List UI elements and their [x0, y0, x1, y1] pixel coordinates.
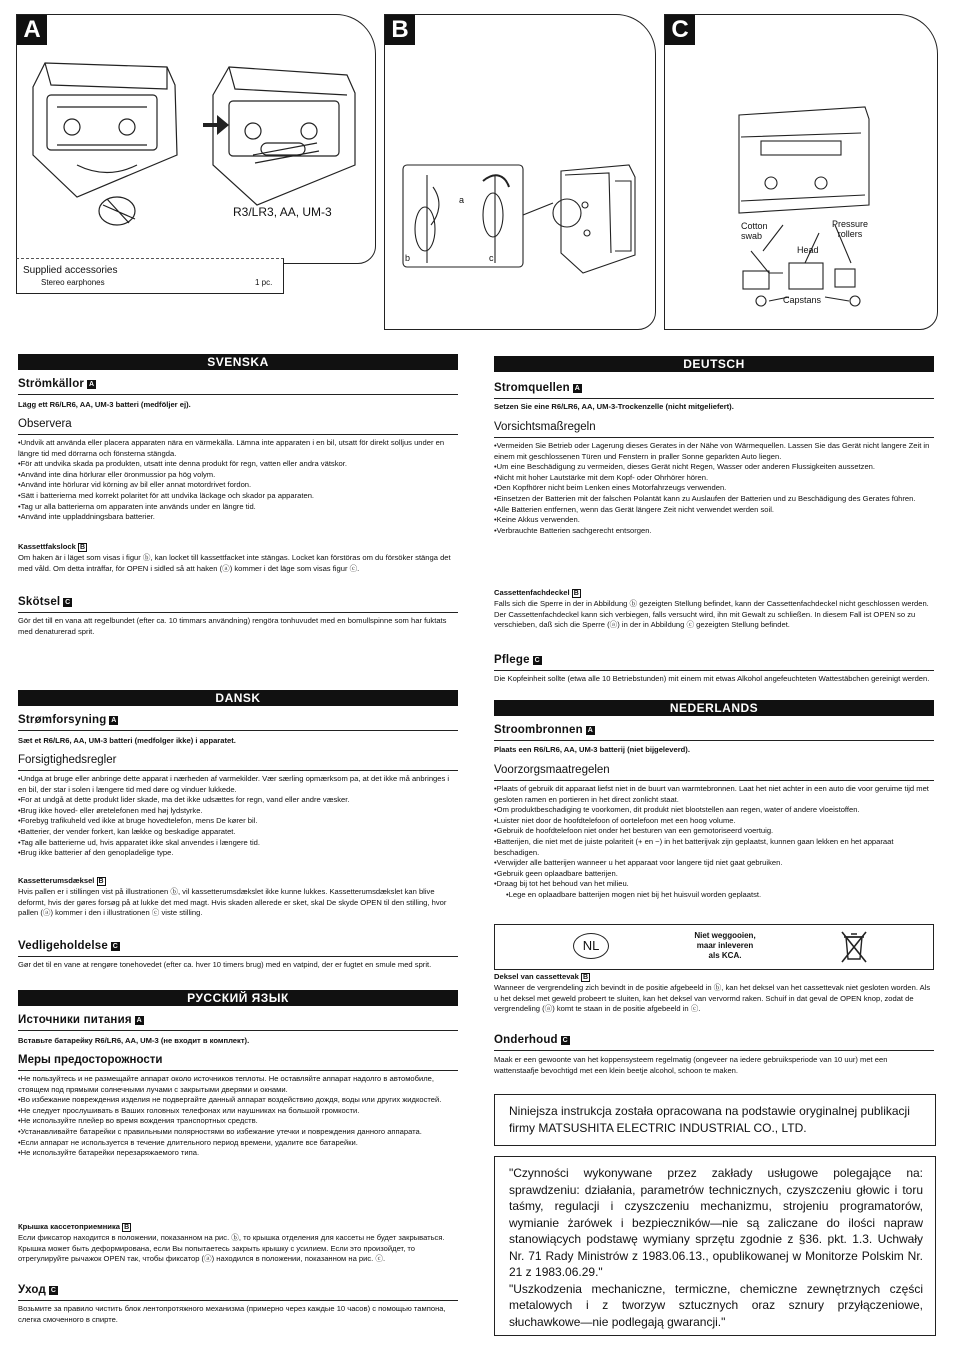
accessories-qty: 1 pc. — [255, 278, 273, 287]
accessories-item: Stereo earphones — [41, 278, 105, 287]
deutsch-power-text: Setzen Sie eine R6/LR6, AA, UM-3-Trockenzelle (nicht mitgeliefert). — [494, 402, 734, 411]
russian-caution-list: •Не пользуйтесь и не размещайте аппарат около источников теплоты. Не оставляйте аппарат надолго в автомобиле, стоящем под прямыми солнечными лучами с закрытыми дверями и окнами. •Во избежание повреждения изделия не подвергайте данный аппарат воздействию дождя, воды или других жидкостей. •Не следует прослушивать в Ваших головных телефонах или наушниках на большой громкости. •Не используйте плейер во время вождения транспортных средств. •Устанавливайте батарейки с правильными полярностями во избежание утечки и повреждения данного аппарата. •Если аппарат не используется в течение длительного период времени, удалите все батарейки. •Не используйте батарейки перезаряжаемого типа. — [18, 1074, 442, 1158]
nederlands-power-title: Stroombronnen A — [494, 724, 593, 736]
svenska-lock-text: Om haken är i läget som visas i figur ⓑ, kan locket till kassettfacket inte stängas. Locket kan förstöras om du försöker stänga det med våld. Om detta inträffar, för OPEN i sidled så att haken (ⓐ) kommer i det läge som visas figur ⓒ. — [18, 553, 451, 573]
russian-lock-text: Если фиксатор находится в положении, показанном на рис. ⓑ, то крышка отделения для кассеты не будет закрываться. Крышка может быть деформирована, если Вы попытаетесь закрыть крышку с усилием. Если это произойдет, то отрегулируйте рычажок OPEN так, чтобы фиксатор (ⓐ) находился в положении, показанном на рис. ⓒ. — [18, 1233, 445, 1264]
dansk-care-text: Gør det til en vane at rengøre tonehovedet (efter ca. hver 10 timers brug) med en vatpind, der er fugtet en smule med sprit. — [18, 960, 432, 969]
figure-panel-b — [384, 14, 656, 330]
polish-warranty-box — [494, 1156, 936, 1336]
deutsch-lock-text: Falls sich die Sperre in der in Abbildung ⓑ gezeigten Stellung befindet, kann der Cassettenfachdeckel nicht geschlossen werden. Der Cassettenfachdeckel kann sich verbiegen, falls versucht wird, ihn mit Gewalt zu schließen. In diesem Fall ist OPEN so zu verschieben, daß sich die Sperre (ⓐ) in der in Abbildung ⓒ gezeigten Stellung befindet. — [494, 599, 929, 630]
deutsch-power-title: Stromquellen A — [494, 382, 581, 394]
polish-warranty-text: "Czynności wykonywane przez zakłady usługowe polegające na: sprawdzeniu: działania, parametrów technicznych, czyszczeniu głowic i toru taśmy, regulacji i czyszczeniu mechanizmu, strojeniu programatorów, wymianie żarówek i bezpieczników—nie są zaliczane do ilości napraw stanowiących podstawę wymiany sprzętu zgodnie z §36. pkt. 1.3. Uchwały Nr. 71 Rady Ministrów z 1983.06.13., opublikowanej w Monitorze Polskim Nr. 21 z 1983.06.29." "Uszkodzenia mechaniczne, termiczne, chemiczne zewnętrznych części metalowych i z tworzyw sztucznych oraz sznury przyłączeniowe, słuchawkowe—nie podlegają gwarancji." — [509, 1166, 923, 1329]
pressure-rollers-label: Pressure rollers — [831, 219, 868, 239]
dansk-lock-text: Hvis pallen er i stillingen vist på illustrationen ⓑ, vil kassetterumsdækslet ikke kunne lukkes. Kassetterumsdækslet kan blive deformt, hvis der gøres forsøg på at lukke det med magt. Hvis skaden allerede er sket, skal De skyde OPEN til den stilling, hvor pallen (ⓐ) kommer i den i illustrationen ⓒ viste stilling. — [18, 887, 447, 918]
svenska-care-title: Skötsel C — [18, 596, 71, 608]
nederlands-caution-list: •Plaats of gebruik dit apparaat liefst niet in de buurt van warmtebronnen. Laat het niet achter in een auto die voor geruime tijd met gesloten ramen en portieren in het direct zonlicht staat. •Om produktbeschadiging te voorkomen, dit produkt niet blootstellen aan regen, water of andere vloeistoffen. •Luister niet door de hoofdtelefoon of oortelefoon met een hoog volume. •Gebruik de hoofdtelefoon niet onder het besturen van een gemotoriseerd voertuig. •Batterijen, die niet met de juiste polariteit (+ en −) in het batterijvak zijn geplaatst, kunnen gaan lekken en het apparaat beschadigen. •Verwijder alle batterijen wanneer u het apparaat voor langere tijd niet gaat gebruiken. •Gebruik geen oplaadbare batterijen. •Draag bij tot het behoud van het milieu. •Lege en oplaadbare batterijen mogen niet bij het huisvuil worden geplaatst. — [494, 784, 929, 899]
head-cleaning-illustration — [665, 15, 937, 329]
svenska-power-title: Strömkällor A — [18, 378, 95, 390]
panel-letter-c: C — [665, 15, 695, 45]
lock-position-b-label: b — [405, 253, 411, 263]
deutsch-header: DEUTSCH — [494, 356, 934, 372]
kca-logo: NL — [573, 933, 609, 959]
nederlands-lock-title: Deksel van cassettevak B — [494, 972, 589, 981]
nederlands-care-title: Onderhoud C — [494, 1034, 568, 1046]
polish-source-box — [494, 1094, 936, 1146]
nederlands-header: NEDERLANDS — [494, 700, 934, 716]
figure-panel-a — [16, 14, 376, 264]
dansk-header: DANSK — [18, 690, 458, 706]
battery-type-label: R3/LR3, AA, UM-3 — [233, 205, 332, 219]
russian-care-text: Возьмите за правило чистить блок лентопротяжного механизма (примерно через каждые 10 часов) с помощью тампона, слегка смоченного в спирте. — [18, 1304, 446, 1324]
panel-letter-b: B — [385, 15, 415, 45]
svenska-caution-list: •Undvik att använda eller placera apparaten nära en värmekälla. Lämna inte apparaten i en bil, utsatt för direkt solljus under en längre tid med dörrarna och fönsterna stängda. •För att undvika skada pa produkten, utsatt inte denna produkt för regn, vatten eller andra vätskor. •Använd inte dina hörlurar eller öronmussior pa hög volym. •Använd inte hörlurar vid körning av bil eller annat motordrivet fordon. •Sätt i batterierna med korrekt polaritet för att undvika läckage och skador pa apparaten. •Tag ur alla batterierna om apparaten inte används under en längre tid. •Använd inte uppladdningsbara batterier. — [18, 438, 445, 522]
dansk-lock-title: Kassetterumsdæksel B — [18, 876, 104, 885]
nederlands-caution-title: Voorzorgsmaatregelen — [494, 764, 610, 776]
cassette-lid-lock-illustration — [385, 15, 655, 329]
nederlands-power-text: Plaats een R6/LR6, AA, UM-3 batterij (niet bijgeleverd). — [494, 745, 690, 754]
deutsch-care-text: Die Kopfeinheit sollte (etwa alle 10 Betriebstunden) mit einem mit etwas Alkohol angefeuchteten Wattestäbchen gereinigt werden. — [494, 674, 930, 683]
russian-caution-title: Меры предосторожности — [18, 1054, 163, 1066]
dansk-power-title: Strømforsyning A — [18, 714, 117, 726]
dansk-caution-list: •Undga at bruge eller anbringe dette apparat i nærheden af varmekilder. Vær særling opmærksom pa, at det ikke må anbringes i en bil, der star i solen i længere tid med døre og vinduer lukkede. •For at undgå at dette produkt lider skade, ma det ikke udsættes for regn, vand eller andre væsker. •Brug ikke hoved- eller øretelefonen med høj lydstyrke. •Forebyg trafikuheld ved ikke at bruge hovedtelefon, mens De kører bil. •Batterier, der vender forkert, kan lække og beskadige apparatet. •Tag alle batterierne ud, hvis apparatet ikke skal anvendes i længere tid. •Brug ikke batterier af den genopladelige type. — [18, 774, 450, 858]
svenska-care-text: Gör det till en vana att regelbundet (efter ca. 10 timmars användning) rengöra tonhuvudet med en bomullspinne som har fuktats med denaturerad sprit. — [18, 616, 447, 636]
nederlands-lock-text: Wanneer de vergrendeling zich bevindt in de positie afgebeeld in ⓑ, kan het deksel van het cassettevak niet gesloten worden. Als u het deksel met geweld probeert te sluiten, kan het deksel van vervormd raken. Schuif in dat geval de OPEN knop, zodat de vergrendeling (ⓐ) komt te staan in de positie afgebeeld in ⓒ. — [494, 983, 931, 1014]
deutsch-care-title: Pflege C — [494, 654, 540, 666]
kca-text: Niet weggooien, maar inleveren als KCA. — [694, 931, 756, 960]
crossed-bin-icon — [839, 929, 869, 963]
dansk-caution-title: Forsigtighedsregler — [18, 754, 117, 766]
accessories-title: Supplied accessories — [23, 265, 118, 276]
russian-lock-title: Крышка кассетоприемника B — [18, 1222, 130, 1231]
accessories-box — [16, 258, 284, 294]
dansk-care-title: Vedligeholdelse C — [18, 940, 119, 952]
svenska-lock-title: Kassettfakslock B — [18, 542, 86, 551]
russian-power-text: Вставьте батарейку R6/LR6, AA, UM-3 (не входит в комплект). — [18, 1036, 250, 1045]
svenska-caution-title: Observera — [18, 418, 72, 430]
cotton-swab-label: Cotton swab — [741, 221, 768, 241]
deutsch-caution-title: Vorsichtsmaßregeln — [494, 421, 596, 433]
kca-box — [494, 924, 934, 970]
svenska-header: SVENSKA — [18, 354, 458, 370]
panel-letter-a: A — [17, 15, 47, 45]
lock-position-a-label: a — [459, 195, 465, 205]
head-label: Head — [797, 245, 819, 255]
cassette-player-battery-illustration — [17, 15, 375, 263]
nederlands-care-text: Maak er een gewoonte van het koppensysteem regelmatig (ongeveer na iedere gebruiksperiode van 10 uur) met een wattenstaafje bevochtigd met een klein beetje alcohol, schoon te maken. — [494, 1055, 888, 1075]
svenska-power-text: Lägg ett R6/LR6, AA, UM-3 batteri (medföljer ej). — [18, 400, 191, 409]
deutsch-lock-title: Cassettenfachdeckel B — [494, 588, 579, 597]
russian-header: РУССКИЙ ЯЗЫК — [18, 990, 458, 1006]
deutsch-caution-list: •Vermeiden Sie Betrieb oder Lagerung dieses Gerates in der Nähe von Wärmequellen. Lassen Sie das Gerät nicht langere Zeit in einem mit geschlossenen Türen und Fenstern in praller Sonne geparkten Auto liegen. •Um eine Beschädigung zu vermeiden, dieses Gerät nicht Regen, Wasser oder anderen Flussigkeiten aussetzen. •Nicht mit hoher Lautstärke mit dem Kopf- oder Ohrhörer hören. •Den Kopfhörer nicht beim Lenken eines Motorfahrzeugs verwenden. •Einsetzen der Batterien mit der falschen Polantät kann zu Auslaufen der Batterien und zu Beschädigung des Gerates führen. •Alle Batterien entfernen, wenn das Gerät längere Zeit nicht verwendet werden soil. •Keine Akkus verwenden. •Verbrauchte Batterien sachgerecht entsorgen. — [494, 441, 930, 535]
polish-source-text: Niniejsza instrukcja została opracowana na podstawie oryginalnej publikacji firmy MATSUSHITA ELECTRIC INDUSTRIAL CO., LTD. — [509, 1104, 910, 1135]
russian-care-title: Уход C — [18, 1284, 57, 1296]
lock-position-c-label: c — [489, 253, 494, 263]
capstans-label: Capstans — [783, 295, 822, 305]
dansk-power-text: Sæt et R6/LR6, AA, UM-3 batteri (medfolger ikke) i apparatet. — [18, 736, 236, 745]
figure-panel-c — [664, 14, 938, 330]
russian-power-title: Источники питания A — [18, 1014, 142, 1026]
